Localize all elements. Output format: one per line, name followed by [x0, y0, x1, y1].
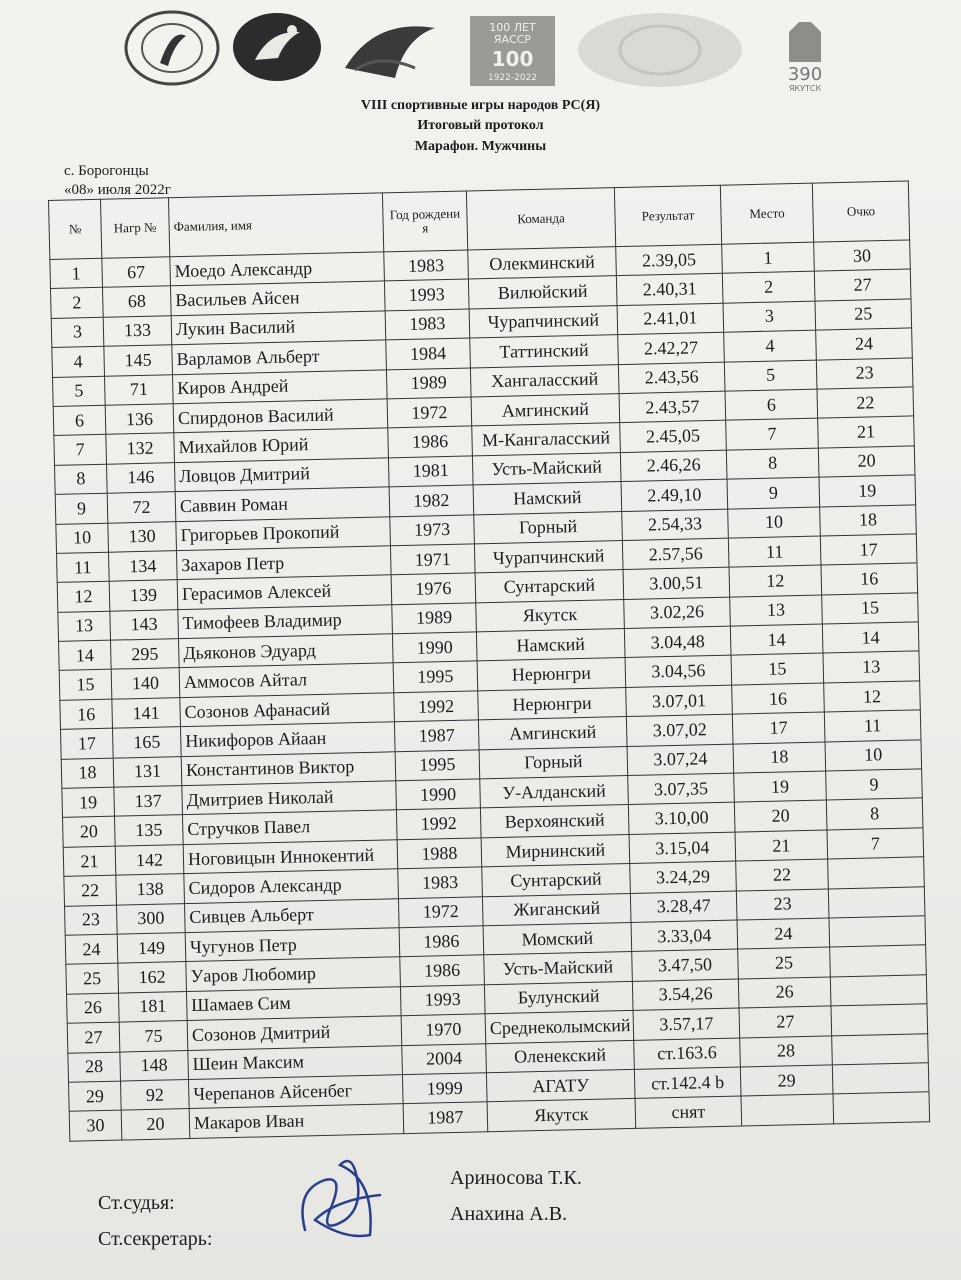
cell-bib: 142 [115, 844, 184, 875]
cell-place: 2 [722, 272, 815, 303]
cell-points [829, 916, 926, 948]
cell-num: 28 [68, 1052, 121, 1083]
faded-emblem-logo [575, 10, 745, 90]
cell-year: 1988 [397, 838, 482, 869]
cell-num: 7 [54, 435, 107, 466]
cell-num: 17 [61, 728, 114, 759]
cell-year: 1976 [391, 573, 476, 604]
cell-num: 16 [60, 699, 113, 730]
cell-points: 19 [819, 475, 916, 507]
cell-bib: 140 [111, 668, 180, 699]
cell-num: 8 [55, 464, 108, 495]
cell-bib: 92 [121, 1079, 190, 1110]
cell-place: 19 [734, 771, 827, 802]
cell-year: 1987 [394, 720, 479, 751]
cell-result: 2.42,27 [618, 332, 725, 364]
cell-team: Горный [479, 746, 628, 779]
handwritten-signature [285, 1150, 395, 1250]
cell-team: Намский [473, 482, 622, 515]
badge-title: 100 ЛЕТ ЯАССР [489, 21, 536, 46]
cell-name: Константинов Виктор [181, 751, 396, 785]
cell-num: 9 [55, 493, 108, 524]
col-header-points: Очко [812, 181, 909, 242]
cell-bib: 135 [115, 815, 184, 846]
protocol-title: Итоговый протокол [417, 118, 544, 133]
cell-team: Якутск [487, 1099, 636, 1132]
cell-bib: 130 [108, 521, 177, 552]
cell-team: Вилюйский [468, 276, 617, 309]
games-emblem-logo [122, 8, 222, 88]
cell-name: Ноговицын Иннокентий [183, 840, 398, 874]
games-title: VIII спортивные игры народов РС(Я) [360, 98, 601, 113]
cell-result: 2.43,57 [619, 391, 726, 423]
cell-points: 27 [814, 269, 911, 301]
cell-place: 28 [740, 1035, 833, 1066]
cell-year: 1983 [385, 309, 470, 340]
results-table [48, 180, 930, 1141]
cell-place: 12 [729, 565, 822, 596]
cell-year: 1983 [384, 250, 469, 281]
cell-points [832, 1063, 929, 1095]
chief-secretary-name: Анахина А.В. [450, 1203, 568, 1225]
cell-bib: 134 [109, 551, 178, 582]
cell-place: 16 [732, 683, 825, 714]
cell-bib: 133 [103, 316, 172, 347]
city-anniversary-logo [770, 20, 840, 96]
cell-place: 11 [728, 536, 821, 567]
cell-place: 13 [730, 595, 823, 626]
cell-name: Моедо Александр [170, 252, 385, 286]
bird-emblem-logo [335, 8, 445, 88]
cell-name: Макаров Иван [189, 1104, 404, 1138]
cell-result: 3.33,04 [631, 920, 738, 952]
cell-place: 6 [725, 389, 818, 420]
cell-num: 4 [52, 346, 105, 377]
chief-judge-name: Ариносова Т.К. [450, 1167, 582, 1189]
cell-name: Черепанов Айсенбег [188, 1075, 403, 1109]
cell-year: 1972 [398, 896, 483, 927]
cell-name: Варламов Альберт [172, 340, 387, 374]
cell-num: 5 [53, 376, 106, 407]
cell-bib: 165 [113, 727, 182, 758]
cell-year: 1986 [400, 955, 485, 986]
city-tower-icon [785, 20, 825, 62]
cell-name: Шеин Максим [188, 1045, 403, 1079]
cell-result: 3.07,35 [628, 773, 735, 805]
cell-result: 2.54,33 [622, 509, 729, 541]
cell-team: Горный [474, 511, 623, 544]
cell-place: 10 [728, 507, 821, 538]
cell-place: 24 [737, 918, 830, 949]
cell-bib: 136 [105, 404, 174, 435]
cell-points [833, 1092, 930, 1124]
signature-labels [98, 1185, 212, 1257]
cell-year: 1973 [390, 514, 475, 545]
col-header-num: № [49, 199, 102, 259]
col-header-year: Год рождения [382, 191, 467, 252]
cell-bib: 67 [102, 257, 171, 288]
cell-name: Дьяконов Эдуард [178, 634, 393, 668]
cell-result: 3.07,24 [627, 744, 734, 776]
cell-result: 3.00,51 [623, 567, 730, 599]
cell-place: 5 [724, 360, 817, 391]
cell-name: Ловцов Дмитрий [174, 458, 389, 492]
cell-result: 2.41,01 [617, 303, 724, 335]
cell-name: Никифоров Айаан [180, 722, 395, 756]
cell-year: 1986 [388, 426, 473, 457]
cell-num: 2 [51, 288, 104, 319]
cell-result: 2.46,26 [620, 450, 727, 482]
cell-team: Сунтарский [482, 864, 631, 897]
cell-result: 3.24,29 [630, 861, 737, 893]
cell-year: 1987 [403, 1102, 488, 1133]
cell-result: 3.57,17 [633, 1008, 740, 1040]
cell-place: 4 [724, 330, 817, 361]
cell-place: 23 [736, 889, 829, 920]
cell-result: 3.04,48 [624, 626, 731, 658]
cell-points: 17 [820, 534, 917, 566]
cell-num: 12 [57, 582, 110, 613]
cell-bib: 137 [114, 786, 183, 817]
cell-result: ст.142.4 b [634, 1067, 741, 1099]
cell-team: Нерюнгри [478, 687, 627, 720]
col-header-bib: Нагр № [100, 198, 169, 259]
cell-place: 15 [731, 654, 824, 685]
city-logo-number: 390 [787, 64, 823, 85]
cell-num: 15 [59, 670, 112, 701]
cell-num: 3 [51, 317, 104, 348]
cell-points [831, 1004, 928, 1036]
cell-name: Григорьев Прокопий [176, 516, 391, 550]
cell-num: 6 [53, 405, 106, 436]
cell-place: 3 [723, 301, 816, 332]
signatory-names [450, 1160, 582, 1232]
cell-team: Усть-Майский [472, 452, 621, 485]
cell-team: У-Алданский [480, 776, 629, 809]
cell-points: 24 [816, 328, 913, 360]
cell-num: 19 [62, 787, 115, 818]
cell-name: Киров Андрей [172, 369, 387, 403]
cell-team: Чурапчинский [474, 540, 623, 573]
cell-team: Чурапчинский [469, 305, 618, 338]
cell-bib: 131 [113, 756, 182, 787]
cell-year: 1983 [398, 867, 483, 898]
cell-points [830, 975, 927, 1007]
cell-name: Михайлов Юрий [174, 428, 389, 462]
cell-place: 29 [740, 1065, 833, 1096]
cell-num: 24 [65, 934, 118, 965]
cell-name: Васильев Айсен [170, 281, 385, 315]
cell-result: 2.39,05 [616, 244, 723, 276]
cell-result: 2.43,56 [618, 362, 725, 394]
cell-team: Булунский [484, 981, 633, 1014]
cell-points: 8 [826, 798, 923, 830]
cell-bib: 146 [107, 462, 176, 493]
cell-result: снят [635, 1096, 742, 1128]
cell-points: 30 [814, 240, 911, 272]
cell-name: Сидоров Александр [184, 869, 399, 903]
results-body [50, 240, 930, 1141]
cell-num: 23 [65, 905, 118, 936]
cell-points [832, 1033, 929, 1065]
cell-year: 1990 [396, 779, 481, 810]
cell-name: Аммосов Айтал [179, 663, 394, 697]
cell-team: Амгинский [478, 717, 627, 750]
cell-result: 3.07,02 [626, 714, 733, 746]
cell-points: 9 [826, 769, 923, 801]
cell-team: Усть-Майский [484, 952, 633, 985]
cell-place: 27 [739, 1006, 832, 1037]
cell-bib: 68 [103, 286, 172, 317]
cell-points: 7 [827, 828, 924, 860]
cell-team: Верхоянский [480, 805, 629, 838]
cell-place: 25 [738, 947, 831, 978]
cell-bib: 148 [120, 1050, 189, 1081]
runner-emblem-logo [230, 10, 325, 85]
cell-place: 17 [732, 712, 825, 743]
cell-name: Стручков Павел [182, 810, 397, 844]
cell-num: 27 [67, 1022, 120, 1053]
cell-points: 23 [816, 357, 913, 389]
cell-year: 1982 [389, 485, 474, 516]
cell-num: 13 [58, 611, 111, 642]
cell-result: 3.02,26 [624, 597, 731, 629]
cell-points: 21 [818, 416, 915, 448]
cell-name: Созонов Дмитрий [187, 1016, 402, 1050]
cell-points: 14 [822, 622, 919, 654]
col-header-place: Место [720, 183, 813, 244]
cell-num: 25 [66, 963, 119, 994]
event-location: с. Борогонцы [64, 163, 149, 179]
cell-name: Уаров Любомир [186, 957, 401, 991]
cell-year: 1970 [401, 1014, 486, 1045]
anniversary-badge-logo: 100 ЛЕТ ЯАССР 100 1922-2022 [470, 16, 555, 86]
cell-points: 25 [815, 299, 912, 331]
cell-bib: 71 [105, 374, 174, 405]
cell-num: 18 [61, 758, 114, 789]
cell-bib: 300 [117, 903, 186, 934]
cell-num: 30 [69, 1110, 122, 1141]
cell-team: Амгинский [471, 394, 620, 427]
cell-result: 3.28,47 [630, 891, 737, 923]
cell-team: Мирнинский [481, 834, 630, 867]
cell-name: Дмитриев Николай [182, 781, 397, 815]
cell-points [830, 945, 927, 977]
cell-place: 14 [730, 624, 823, 655]
cell-place: 7 [726, 418, 819, 449]
cell-name: Шамаев Сим [186, 986, 401, 1020]
cell-points [828, 857, 925, 889]
cell-place: 26 [738, 977, 831, 1008]
cell-place: 22 [736, 859, 829, 890]
cell-points: 18 [820, 504, 917, 536]
cell-result: ст.163.6 [634, 1038, 741, 1070]
cell-bib: 20 [121, 1109, 190, 1140]
cell-name: Лукин Василий [171, 311, 386, 345]
cell-name: Герасимов Алексей [177, 575, 392, 609]
cell-place: 9 [727, 477, 820, 508]
col-header-name: Фамилия, имя [168, 193, 383, 257]
cell-year: 1999 [402, 1073, 487, 1104]
cell-bib: 149 [117, 933, 186, 964]
cell-points: 13 [823, 651, 920, 683]
cell-year: 1995 [393, 661, 478, 692]
cell-result: 3.54,26 [632, 979, 739, 1011]
chief-secretary-label: Ст.секретарь: [98, 1228, 213, 1250]
cell-result: 2.57,56 [622, 538, 729, 570]
cell-place: 20 [734, 800, 827, 831]
cell-name: Тимофеев Владимир [178, 604, 393, 638]
cell-team: Хангаласский [470, 364, 619, 397]
cell-name: Чугунов Петр [185, 928, 400, 962]
cell-name: Созонов Афанасий [180, 693, 395, 727]
cell-team: Оленекский [486, 1040, 635, 1073]
cell-result: 3.15,04 [629, 832, 736, 864]
cell-num: 1 [50, 258, 103, 289]
cell-year: 1972 [387, 397, 472, 428]
cell-team: Момский [483, 922, 632, 955]
cell-points: 20 [818, 446, 915, 478]
cell-result: 2.49,10 [621, 479, 728, 511]
cell-points: 12 [824, 681, 921, 713]
logo-strip [110, 6, 870, 96]
cell-points: 15 [822, 593, 919, 625]
badge-years: 1922-2022 [487, 73, 538, 83]
cell-team: Жиганский [482, 893, 631, 926]
cell-year: 1984 [386, 338, 471, 369]
cell-points: 22 [817, 387, 914, 419]
event-date: «08» июля 2022г [64, 182, 171, 198]
cell-num: 14 [59, 640, 112, 671]
cell-points: 10 [825, 739, 922, 771]
cell-points [828, 886, 925, 918]
cell-result: 3.07,01 [626, 685, 733, 717]
cell-result: 3.47,50 [632, 949, 739, 981]
cell-year: 1992 [394, 691, 479, 722]
cell-team: М-Кангаласский [472, 423, 621, 456]
cell-num: 10 [56, 523, 109, 554]
cell-bib: 75 [119, 1021, 188, 1052]
cell-team: Намский [476, 629, 625, 662]
cell-year: 2004 [402, 1043, 487, 1074]
cell-num: 11 [57, 552, 110, 583]
cell-bib: 72 [107, 492, 176, 523]
cell-result: 3.10,00 [628, 803, 735, 835]
cell-bib: 181 [119, 991, 188, 1022]
cell-bib: 162 [118, 962, 187, 993]
cell-year: 1989 [386, 368, 471, 399]
cell-place [741, 1094, 834, 1125]
cell-place: 8 [726, 448, 819, 479]
cell-bib: 145 [104, 345, 173, 376]
cell-bib: 143 [110, 609, 179, 640]
cell-team: Сунтарский [475, 570, 624, 603]
cell-num: 26 [67, 993, 120, 1024]
col-header-team: Команда [466, 188, 615, 250]
cell-name: Захаров Петр [176, 546, 391, 580]
cell-num: 22 [64, 875, 117, 906]
cell-result: 3.04,56 [625, 656, 732, 688]
cell-place: 18 [733, 742, 826, 773]
cell-team: Нерюнгри [477, 658, 626, 691]
cell-team: Среднеколымский [485, 1011, 634, 1044]
cell-year: 1971 [390, 544, 475, 575]
cell-result: 2.45,05 [620, 421, 727, 453]
cell-bib: 138 [116, 874, 185, 905]
cell-team: АГАТУ [486, 1069, 635, 1102]
col-header-result: Результат [614, 185, 721, 246]
city-logo-name: ЯКУТСК [788, 84, 822, 93]
cell-bib: 141 [112, 697, 181, 728]
cell-points: 16 [821, 563, 918, 595]
cell-year: 1995 [395, 750, 480, 781]
cell-year: 1981 [388, 456, 473, 487]
cell-year: 1989 [392, 603, 477, 634]
cell-place: 1 [722, 242, 815, 273]
cell-team: Таттинский [470, 335, 619, 368]
cell-num: 21 [63, 846, 116, 877]
cell-year: 1990 [392, 632, 477, 663]
cell-name: Сивцев Альберт [184, 898, 399, 932]
cell-points: 11 [824, 710, 921, 742]
cell-bib: 295 [111, 639, 180, 670]
cell-name: Спирдонов Василий [173, 399, 388, 433]
cell-year: 1993 [384, 279, 469, 310]
cell-team: Олекминский [468, 247, 617, 280]
cell-year: 1992 [396, 808, 481, 839]
cell-name: Саввин Роман [175, 487, 390, 521]
cell-year: 1986 [399, 926, 484, 957]
cell-bib: 139 [109, 580, 178, 611]
cell-result: 2.40,31 [616, 274, 723, 306]
cell-year: 1993 [400, 985, 485, 1016]
chief-judge-label: Ст.судья: [98, 1192, 175, 1214]
cell-num: 29 [69, 1081, 122, 1112]
event-title: Марафон. Мужчины [414, 139, 547, 154]
cell-team: Якутск [476, 599, 625, 632]
cell-bib: 132 [106, 433, 175, 464]
cell-num: 20 [63, 817, 116, 848]
cell-place: 21 [735, 830, 828, 861]
